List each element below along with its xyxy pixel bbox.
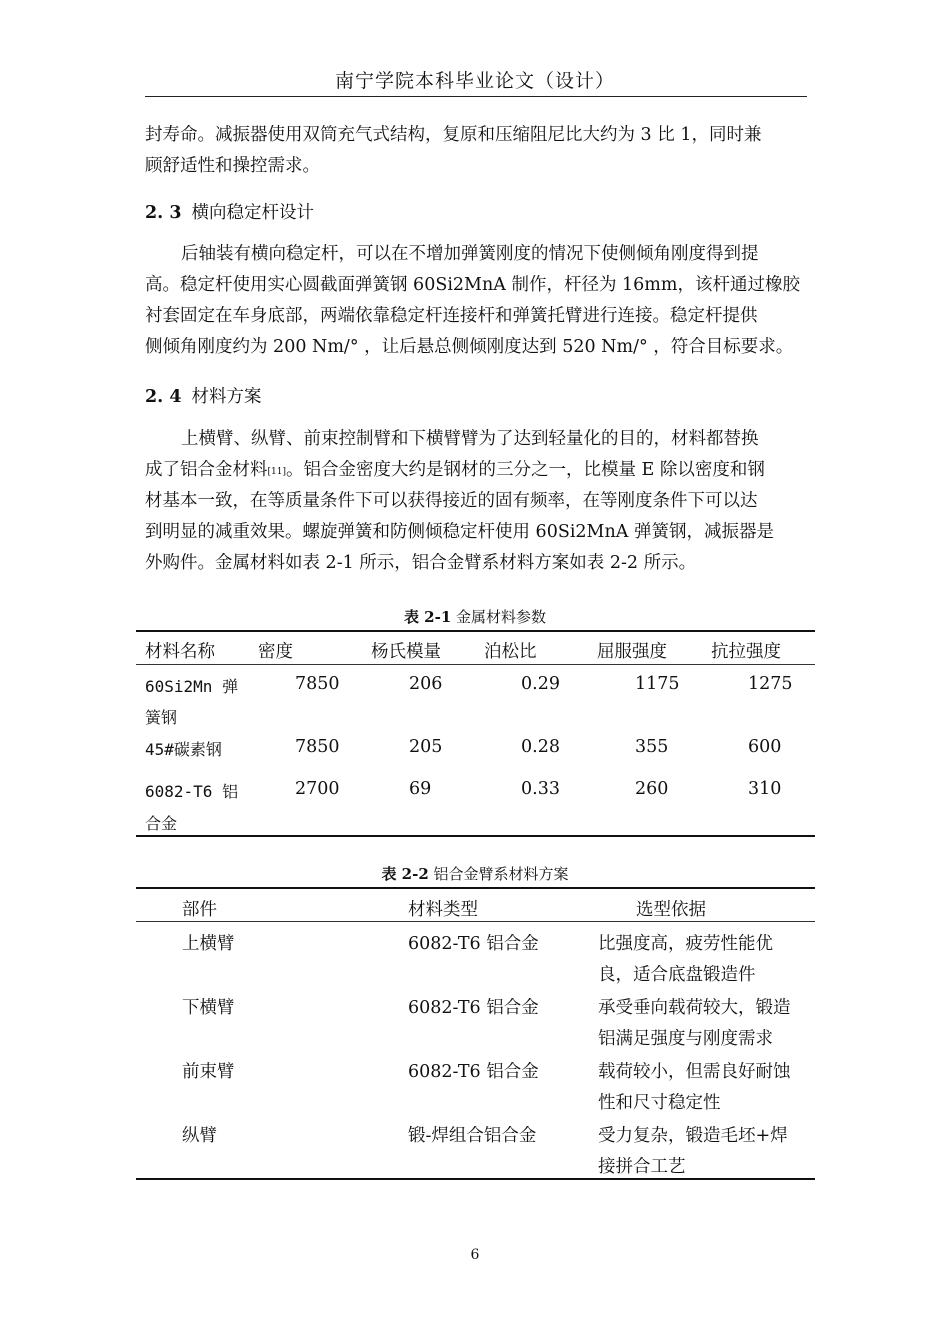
text-line: 衬套固定在车身底部，两端依靠稳定杆连接杆和弹簧托臂进行连接。稳定杆提供 <box>145 306 758 326</box>
cell-density: 7850 <box>295 674 340 694</box>
cell-modulus: 206 <box>409 674 443 694</box>
section-number: 2. 3 <box>145 203 182 223</box>
table-caption <box>0 863 950 884</box>
cell-basis: 受力复杂，锻造毛坯+焊 <box>598 1126 788 1146</box>
text-fragment: 。铝合金密度大约是钢材的三分之一，比模量 E 除以密度和钢 <box>285 460 765 480</box>
text-line: 侧倾角刚度约为 200 Nm/° ，让后悬总侧倾刚度达到 520 Nm/° ，符合目标要求。 <box>145 337 794 357</box>
table-bottom-rule <box>136 1178 815 1180</box>
cell-basis: 良，适合底盘锻造件 <box>598 965 756 985</box>
cell-basis: 承受垂向载荷较大，锻造 <box>598 998 791 1018</box>
table-header-rule <box>136 664 815 665</box>
cell-part: 前束臂 <box>182 1062 235 1082</box>
cell-part: 上横臂 <box>182 934 235 954</box>
column-header: 屈服强度 <box>597 642 667 662</box>
cell-density: 2700 <box>295 779 340 799</box>
text-line: 外购件。金属材料如表 2-1 所示，铝合金臂系材料方案如表 2-2 所示。 <box>145 553 697 573</box>
page-header: 南宁学院本科毕业论文（设计） <box>334 70 615 92</box>
column-header: 选型依据 <box>636 900 706 920</box>
paragraph-stabilizer <box>145 239 807 363</box>
cell-poisson: 0.33 <box>521 779 560 799</box>
column-header: 材料名称 <box>145 642 215 662</box>
cell-density: 7850 <box>295 737 340 757</box>
table-number: 表 2-2 <box>381 865 429 883</box>
cell-poisson: 0.29 <box>521 674 560 694</box>
cell-material-name: 60Si2Mn 弹 <box>145 677 239 696</box>
column-header: 密度 <box>258 642 293 662</box>
cell-yield: 1175 <box>635 674 680 694</box>
table-number: 表 2-1 <box>403 608 452 626</box>
column-header: 材料类型 <box>408 900 478 920</box>
text-line: 高。稳定杆使用实心圆截面弹簧钢 60Si2MnA 制作，杆径为 16mm，该杆通过橡胶 <box>145 275 800 295</box>
text-line <box>145 455 807 486</box>
column-header: 杨氏模量 <box>371 642 441 662</box>
cell-material-type: 6082-T6 铝合金 <box>408 1062 539 1082</box>
table-caption <box>0 606 950 627</box>
cell-tensile: 600 <box>748 737 782 757</box>
table-bottom-rule <box>136 835 815 837</box>
page-number: 6 <box>470 1247 480 1263</box>
cell-material-name: 6082-T6 铝 <box>145 782 239 801</box>
cell-modulus: 69 <box>409 779 432 799</box>
cell-basis: 比强度高，疲劳性能优 <box>598 934 773 954</box>
section-title: 材料方案 <box>191 387 262 407</box>
table-caption-text: 铝合金臂系材料方案 <box>433 865 569 883</box>
table-caption-text: 金属材料参数 <box>456 608 547 626</box>
text-line: 上横臂、纵臂、前束控制臂和下横臂臂为了达到轻量化的目的，材料都替换 <box>181 429 759 449</box>
text-line: 顾舒适性和操控需求。 <box>145 156 320 176</box>
cell-basis: 载荷较小，但需良好耐蚀 <box>598 1062 791 1082</box>
column-header: 部件 <box>182 900 217 920</box>
cell-yield: 355 <box>635 737 669 757</box>
citation: [11] <box>267 467 286 477</box>
cell-modulus: 205 <box>409 737 443 757</box>
cell-basis: 接拼合工艺 <box>598 1157 686 1177</box>
cell-material-type: 6082-T6 铝合金 <box>408 998 539 1018</box>
section-title: 横向稳定杆设计 <box>191 203 315 223</box>
cell-material-name: 45#碳素钢 <box>145 740 222 759</box>
cell-material-type: 6082-T6 铝合金 <box>408 934 539 954</box>
text-line: 封寿命。减振器使用双筒充气式结构，复原和压缩阻尼比大约为 3 比 1，同时兼 <box>145 125 762 145</box>
cell-tensile: 1275 <box>748 674 793 694</box>
cell-tensile: 310 <box>748 779 782 799</box>
section-heading-2-3 <box>145 199 314 224</box>
section-number: 2. 4 <box>145 387 182 407</box>
cell-part: 纵臂 <box>182 1126 217 1146</box>
header-divider <box>145 96 807 97</box>
paragraph-materials <box>145 424 807 579</box>
text-line: 材基本一致，在等质量条件下可以获得接近的固有频率，在等刚度条件下可以达 <box>145 491 758 511</box>
cell-part: 下横臂 <box>182 998 235 1018</box>
cell-material-name: 合金 <box>145 814 178 833</box>
cell-basis: 性和尺寸稳定性 <box>598 1093 721 1113</box>
table-header-rule <box>136 921 815 922</box>
cell-material-type: 锻-焊组合铝合金 <box>408 1126 537 1146</box>
paragraph-continuation <box>145 120 807 182</box>
column-header: 泊松比 <box>484 642 537 662</box>
table-top-rule <box>136 630 815 632</box>
cell-material-name: 簧钢 <box>145 708 178 727</box>
column-header: 抗拉强度 <box>711 642 781 662</box>
text-line: 到明显的减重效果。螺旋弹簧和防侧倾稳定杆使用 60Si2MnA 弹簧钢，减振器是 <box>145 522 774 542</box>
section-heading-2-4 <box>145 383 262 408</box>
table-top-rule <box>136 887 815 889</box>
text-fragment: 成了铝合金材料 <box>145 460 268 480</box>
cell-basis: 铝满足强度与刚度需求 <box>598 1029 773 1049</box>
text-line: 后轴装有横向稳定杆，可以在不增加弹簧刚度的情况下使侧倾角刚度得到提 <box>181 244 759 264</box>
cell-poisson: 0.28 <box>521 737 560 757</box>
cell-yield: 260 <box>635 779 669 799</box>
